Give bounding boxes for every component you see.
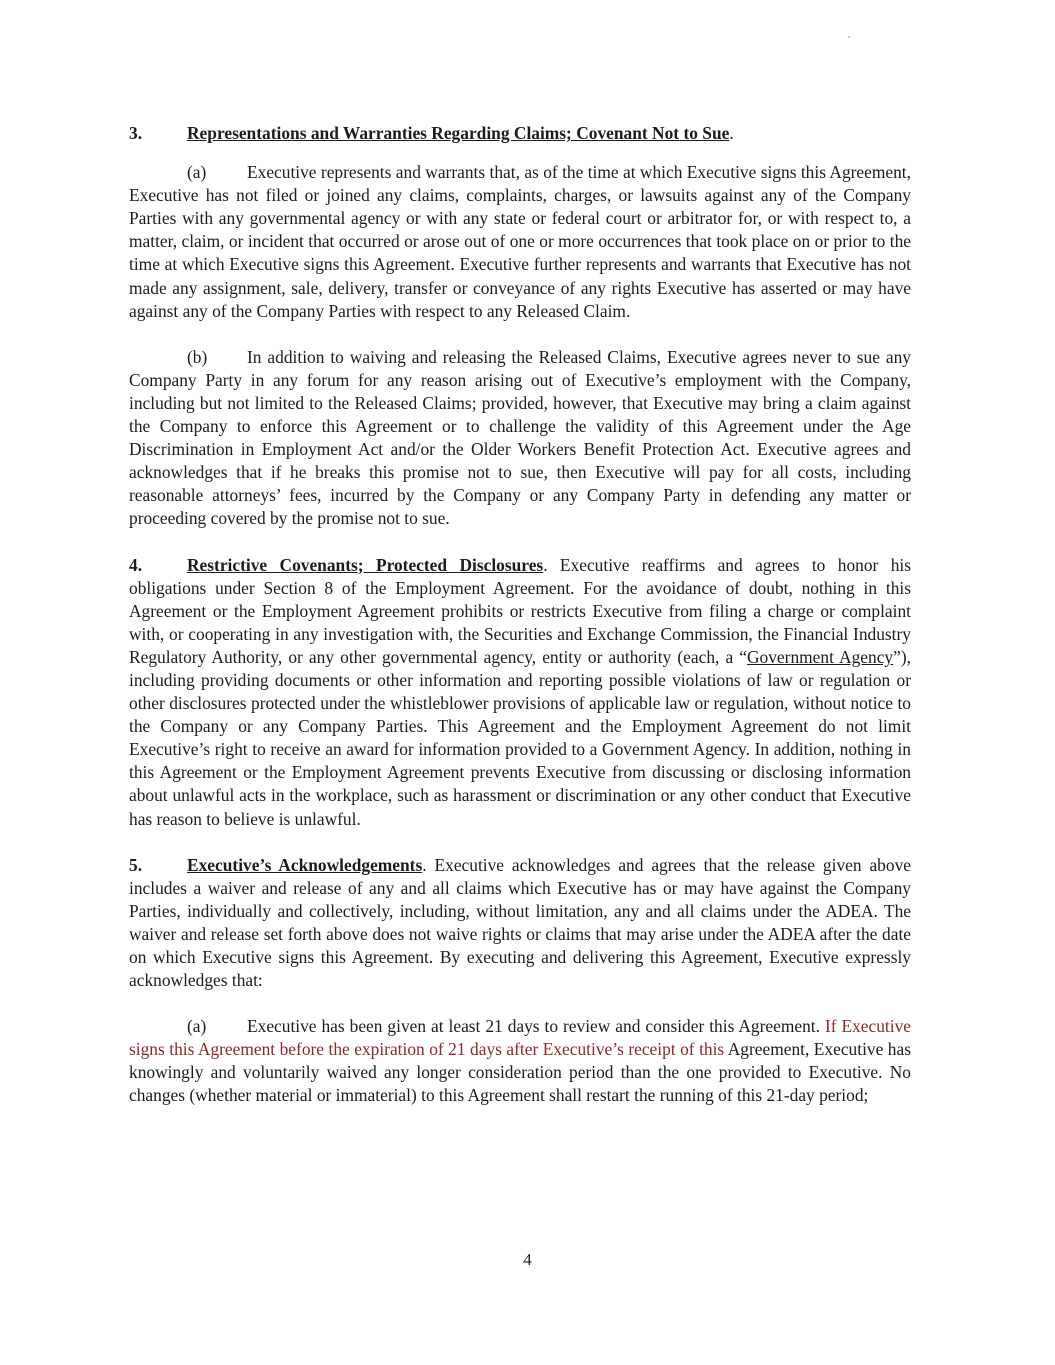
section-3b-paragraph (129, 346, 911, 531)
section-5a-text-red: If Executive signs this Agreement before the expiration of 21 days after Executive’s receipt of this (129, 1016, 911, 1060)
section-5a-paragraph (129, 1015, 911, 1107)
section-4-paragraph (129, 554, 911, 831)
document-body (129, 122, 911, 1108)
government-agency-term: Government Agency (746, 646, 894, 667)
section-4-text-part1: . Executive reaffirms and agrees to honor his obligations under Section 8 of the Employment Agreement. For the avoidance of doubt, nothing in this Agreement or the Employment Agreement prohibits or restricts Executive from filing a charge or complaint with, or cooperating in any investigation with, the Securities and Exchange Commission, the Financial Industry Regulatory Authority, or any other governmental agency, entity or authority (each, a “ (129, 554, 911, 667)
section-5a-text-2: Agreement, Executive has knowingly and voluntarily waived any longer consideration period than the one provided to Executive. No changes (whether material or immaterial) to this Agreement shall restart the running of this 21-day period; (129, 1039, 911, 1106)
page-number: 4 (523, 1250, 532, 1269)
section-5-title: Executive’s Acknowledgements (187, 854, 423, 875)
section-4-text-part2: ”), including providing documents or other information and reporting possible violations of law or regulation or other disclosures protected under the whistleblower provisions of applicable law or regulation, without notice to the Company or any Company Parties. This Agreement and the Employment Agreement do not limit Executive’s right to receive an award for information provided to a Government Agency. In addition, nothing in this Agreement or the Employment Agreement prevents Executive from discussing or disclosing information about unlawful acts in the workplace, such as harassment or discrimination or any other conduct that Executive has reason to believe is unlawful. (129, 646, 911, 829)
section-5-paragraph (129, 854, 911, 993)
section-5a-text-1: Executive has been given at least 21 days to review and consider this Agreement. (247, 1016, 820, 1037)
section-3a-label: (a) (187, 162, 207, 183)
section-3-title-period: . (729, 123, 734, 143)
section-3-number: 3. (129, 123, 143, 143)
section-5a-label: (a) (187, 1016, 207, 1037)
section-3-title: Representations and Warranties Regarding Claims; Covenant Not to Sue (187, 123, 730, 143)
section-4-title: Restrictive Covenants; Protected Disclosures (187, 554, 544, 575)
section-3b-text: In addition to waiving and releasing the Released Claims, Executive agrees never to sue any Company Party in any forum for any reason arising out of Executive’s employment with the Company, including but not limited to the Released Claims; provided, however, that Executive may bring a claim against the Company to enforce this Agreement or to challenge the validity of this Agreement under the Age Discrimination in Employment Act and/or the Older Workers Benefit Protection Act. Executive agrees and acknowledges that if he breaks this promise not to sue, then Executive will pay for all costs, including reasonable attorneys’ fees, incurred by the Company or any Company Party in defending any matter or proceeding covered by the promise not to sue. (129, 346, 911, 529)
section-4-number: 4. (129, 554, 143, 575)
scan-speck (848, 36, 850, 38)
section-5-number: 5. (129, 854, 143, 875)
section-3a-text: Executive represents and warrants that, as of the time at which Executive signs this Agreement, Executive has not filed or joined any claims, complaints, charges, or lawsuits against any of the Company Parties with any governmental agency or with any state or federal court or arbitrator for, or with respect to, a matter, claim, or incident that occurred or arose out of one or more occurrences that took place on or prior to the time at which Executive signs this Agreement. Executive further represents and warrants that Executive has not made any assignment, sale, delivery, transfer or conveyance of any rights Executive has asserted or may have against any of the Company Parties with respect to any Released Claim. (129, 162, 911, 321)
section-3b-label: (b) (187, 346, 208, 367)
section-3a-paragraph (129, 161, 911, 323)
section-5-text: . Executive acknowledges and agrees that the release given above includes a waiver and release of any and all claims which Executive has or may have against the Company Parties, individually and collectively, including, without limitation, any and all claims under the ADEA. The waiver and release set forth above does not waive rights or claims that may arise under the ADEA after the date on which Executive signs this Agreement. By executing and delivering this Agreement, Executive expressly acknowledges that: (129, 854, 911, 991)
section-3-heading (129, 122, 911, 145)
